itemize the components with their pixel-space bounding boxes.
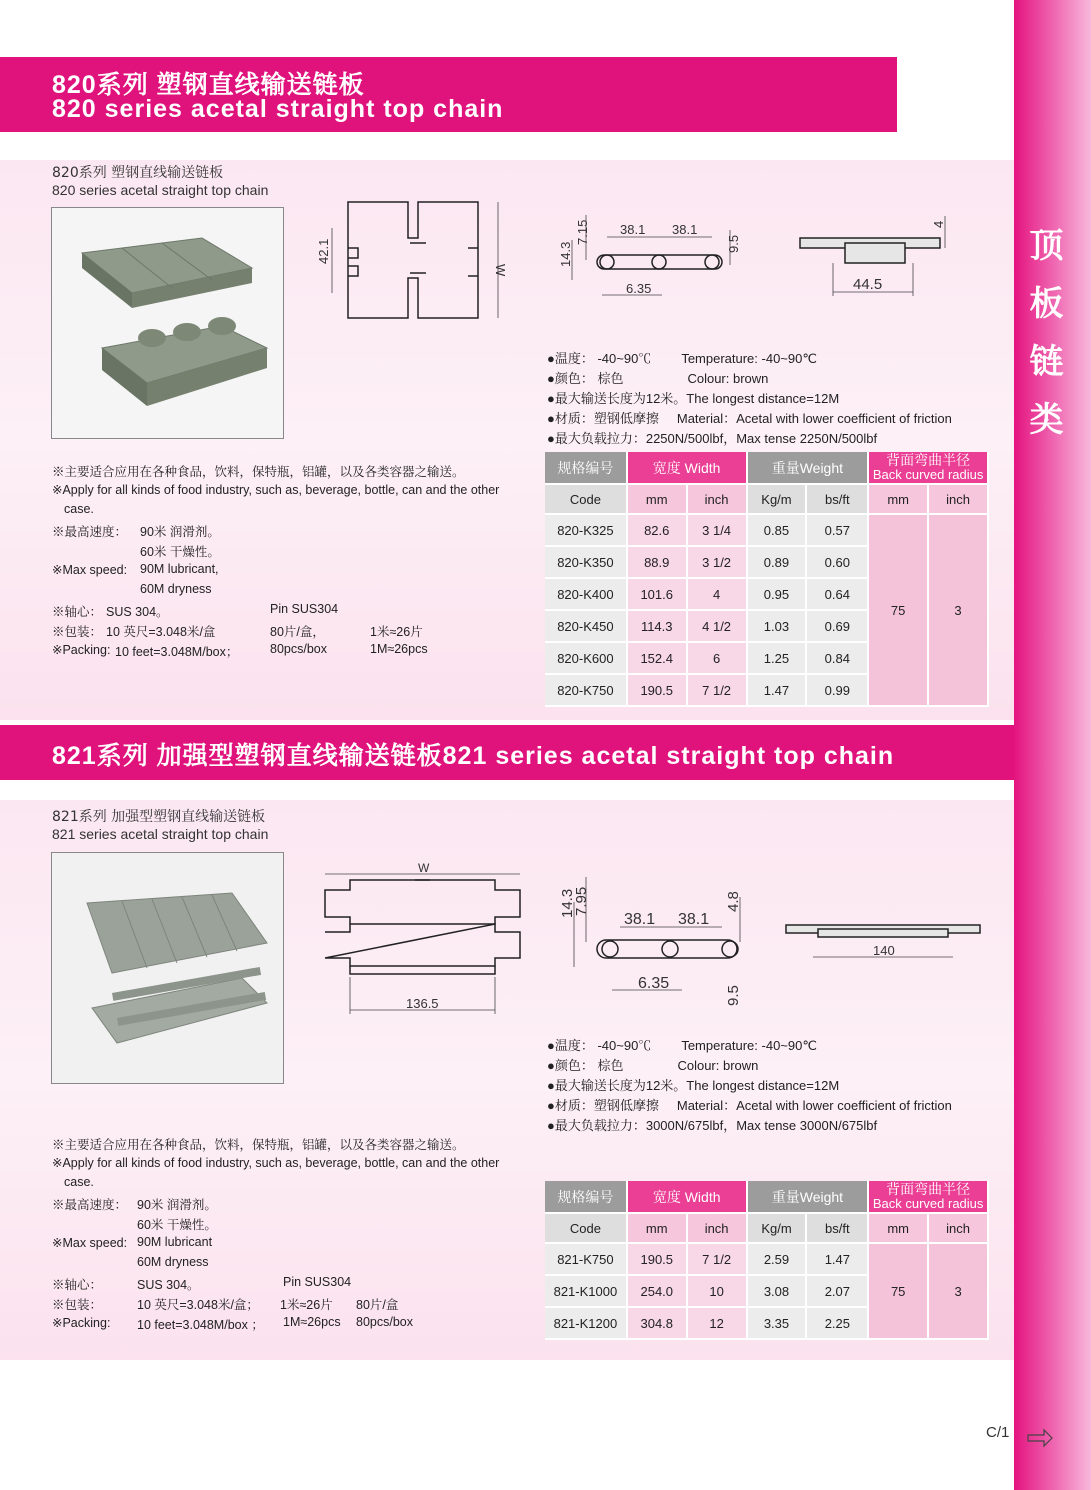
s820-axis-label: ※轴心： [52,605,103,619]
th-code: Code [545,1213,627,1243]
cell-kgm: 0.85 [747,514,807,546]
s820-packing-en-value: 10 feet=3.048M/box； [115,645,239,659]
s820-maxspeed-lubricant: 90M lubricant, [140,562,219,576]
cell-radius-mm: 75 [868,1243,928,1339]
chain-820-illustration [52,208,283,438]
s821-bullet-distance: ●最大输送长度为12米。The longest distance=12M [547,1078,840,1093]
th-radius-mm: mm [868,1213,928,1243]
cell-bsft: 0.57 [806,514,868,546]
cell-mm: 304.8 [627,1307,687,1339]
s820-speed-label: ※最高速度： [52,525,128,539]
s821-bullet-temp: ●温度： -40~90℃ Temperature: -40~90℃ [547,1038,817,1053]
cell-mm: 152.4 [627,642,687,674]
section-820-title-cn: 820系列 塑钢直线输送链板 [52,71,365,99]
th-radius-mm: mm [868,484,928,514]
cell-radius-mm: 75 [868,514,928,706]
section-821-subtitle-cn: 821系列 加强型塑钢直线输送链板 [52,809,266,825]
s821-pack-label: ※包装： [52,1298,103,1312]
section-821-banner [0,725,1014,780]
s820-maxspeed-dry: 60M dryness [140,582,212,596]
dim-820-pin-height: 7.15 [575,219,590,245]
table-row [545,514,988,546]
th-radius [868,1181,988,1213]
cell-kgm: 1.47 [747,674,807,706]
s821-note-usage-cn: ※主要适合应用在各种食品，饮料，保特瓶，铝罐，以及各类容器之输送。 [52,1138,465,1152]
cell-kgm: 1.25 [747,642,807,674]
cell-kgm: 0.95 [747,578,807,610]
s821-bullet-colour: ●颜色： 棕色 Colour: brown [547,1058,759,1073]
cell-inch: 4 1/2 [687,610,747,642]
s820-speed-dry: 60米 干燥性。 [140,545,220,559]
cell-radius-inch: 3 [928,1243,988,1339]
s820-bullet-temp: ●温度： -40~90℃ Temperature: -40~90℃ [547,351,817,366]
th-code: Code [545,484,627,514]
s821-axis-en: Pin SUS304 [283,1275,352,1289]
th-inch: inch [687,1213,747,1243]
dim-821-pin-dia: 6.35 [638,975,670,992]
section-820-end-view-drawing [795,208,955,298]
cell-bsft: 0.69 [806,610,868,642]
cell-mm: 101.6 [627,578,687,610]
cell-kgm: 3.35 [747,1307,807,1339]
dim-820-thickness: 9.5 [726,234,741,253]
s820-axis-value: SUS 304。 [106,605,169,619]
th-radius-en: Back curved radius [872,467,984,482]
s820-packing-en-per-meter: 1M≈26pcs [370,642,428,656]
s821-maxspeed-lubricant: 90M lubricant [137,1235,213,1249]
cell-inch: 12 [687,1307,747,1339]
dim-821-width-140: 140 [873,943,895,958]
dim-820-height: 14.3 [558,241,573,267]
cell-inch: 6 [687,642,747,674]
cell-code: 820-K450 [545,610,627,642]
dim-821-height: 14.3 [559,888,576,918]
cell-mm: 190.5 [627,1243,687,1275]
s820-pack-label: ※包装： [52,625,103,639]
cell-inch: 3 1/4 [687,514,747,546]
cell-kgm: 2.59 [747,1243,807,1275]
next-page-arrow-icon [1026,1427,1054,1449]
th-weight: 重量Weight [747,452,869,484]
cell-mm: 254.0 [627,1275,687,1307]
section-820-banner [0,57,897,132]
s820-bullet-colour: ●颜色： 棕色 Colour: brown [547,371,769,386]
cell-bsft: 0.64 [806,578,868,610]
cell-kgm: 0.89 [747,546,807,578]
cell-code: 820-K400 [545,578,627,610]
th-mm: mm [627,484,687,514]
cell-bsft: 2.25 [806,1307,868,1339]
s821-maxspeed-dry: 60M dryness [137,1255,209,1269]
section-820-title-en: 820 series acetal straight top chain [52,95,504,123]
cell-bsft: 0.99 [806,674,868,706]
s821-bullet-material: ●材质：塑钢低摩擦 Material：Acetal with lower coefficient of friction [547,1098,952,1113]
th-code-cn: 规格编号 [545,452,627,484]
cell-code: 820-K325 [545,514,627,546]
th-radius-en: Back curved radius [872,1196,984,1211]
s821-packing-en-label: ※Packing: [52,1316,111,1330]
s820-pack-pieces: 80片/盒， [270,625,325,639]
s820-speed-lubricant: 90米 润滑剂。 [140,525,220,539]
s821-packing-en-pieces: 80pcs/box [356,1315,413,1329]
th-width: 宽度 Width [627,1181,747,1213]
s821-axis-label: ※轴心： [52,1278,103,1292]
th-radius-cn: 背面弯曲半径 [886,1181,971,1197]
cell-bsft: 0.60 [806,546,868,578]
cell-inch: 7 1/2 [687,674,747,706]
s821-pack-per-meter: 1米≈26片 [280,1298,333,1312]
section-821-end-view-drawing [783,915,983,965]
s820-bullet-material: ●材质：塑钢低摩擦 Material：Acetal with lower coefficient of friction [547,411,952,426]
s821-packing-en-value: 10 feet=3.048M/box ； [137,1318,264,1332]
dim-820-pitch-2: 38.1 [672,222,698,237]
page-number: C/1 [986,1424,1010,1441]
cell-inch: 7 1/2 [687,1243,747,1275]
cell-mm: 82.6 [627,514,687,546]
dim-821-w-label: W [418,861,430,875]
s820-maxspeed-label: ※Max speed: [52,563,128,577]
th-radius-cn: 背面弯曲半径 [886,452,971,468]
section-821-title: 821系列 加强型塑钢直线输送链板821 series acetal straight top chain [52,742,895,770]
s821-pack-value: 10 英尺=3.048米/盒； [137,1298,259,1312]
cell-bsft: 2.07 [806,1275,868,1307]
dim-821-bottom: 9.5 [725,985,742,1006]
s820-spec-table [545,452,989,707]
dim-820-pin-dia: 6.35 [626,281,652,296]
s821-packing-en-per-meter: 1M≈26pcs [283,1315,341,1329]
th-radius-inch: inch [928,484,988,514]
th-width: 宽度 Width [627,452,747,484]
cell-code: 820-K350 [545,546,627,578]
dim-821-pitch-2: 38.1 [678,911,710,928]
th-radius-inch: inch [928,1213,988,1243]
s821-speed-dry: 60米 干燥性。 [137,1218,217,1232]
th-bsft: bs/ft [806,484,868,514]
s821-maxspeed-label: ※Max speed: [52,1236,128,1250]
s820-bullet-tension: ●最大负载拉力：2250N/500lbf，Max tense 2250N/500lbf [547,431,878,446]
cell-kgm: 1.03 [747,610,807,642]
dim-820-w-label: W [493,264,508,277]
s821-speed-lubricant: 90米 润滑剂。 [137,1198,217,1212]
dim-820-width-44: 44.5 [853,276,883,293]
th-mm: mm [627,1213,687,1243]
th-inch: inch [687,484,747,514]
cell-code: 820-K750 [545,674,627,706]
s820-pack-value: 10 英尺=3.048米/盒 [106,625,216,639]
s821-pack-pieces: 80片/盒 [356,1298,399,1312]
s821-spec-table [545,1181,989,1340]
side-char-4: 类 [1029,400,1064,440]
section-821-product-photo [51,852,284,1084]
th-kgm: Kg/m [747,1213,807,1243]
cell-code: 821-K1200 [545,1307,627,1339]
cell-mm: 190.5 [627,674,687,706]
chain-821-illustration [52,853,283,1083]
cell-code: 820-K600 [545,642,627,674]
section-820-subtitle-cn: 820系列 塑钢直线输送链板 [52,165,224,181]
th-weight: 重量Weight [747,1181,869,1213]
dim-821-thickness: 4.8 [725,891,742,912]
th-radius [868,452,988,484]
cell-bsft: 1.47 [806,1243,868,1275]
section-820-side-view-drawing [552,205,747,305]
dim-821-pin-height: 7.95 [573,886,590,916]
cell-radius-inch: 3 [928,514,988,706]
section-820-top-view-drawing [318,198,513,323]
s821-note-usage-en-2: case. [64,1175,94,1189]
s821-bullet-tension: ●最大负载拉力：3000N/675lbf，Max tense 3000N/675lbf [547,1118,878,1133]
s820-pack-per-meter: 1米≈26片 [370,625,423,639]
cell-code: 821-K1000 [545,1275,627,1307]
dim-821-width-136: 136.5 [406,996,439,1011]
th-kgm: Kg/m [747,484,807,514]
cell-inch: 3 1/2 [687,546,747,578]
cell-bsft: 0.84 [806,642,868,674]
th-code-cn: 规格编号 [545,1181,627,1213]
section-820-subtitle-en: 820 series acetal straight top chain [52,182,269,198]
cell-inch: 4 [687,578,747,610]
table-row [545,1243,988,1275]
s820-note-usage-cn: ※主要适合应用在各种食品，饮料，保特瓶，铝罐，以及各类容器之输送。 [52,465,465,479]
s820-packing-en-pieces: 80pcs/box [270,642,327,656]
s821-axis-value: SUS 304。 [137,1278,200,1292]
section-821-subtitle-en: 821 series acetal straight top chain [52,826,269,842]
section-821-side-view-drawing [552,872,747,1012]
cell-mm: 114.3 [627,610,687,642]
cell-kgm: 3.08 [747,1275,807,1307]
dim-821-pitch-1: 38.1 [624,911,656,928]
cell-mm: 88.9 [627,546,687,578]
dim-820-top-thickness: 4 [931,220,946,228]
side-char-1: 顶 [1029,226,1064,266]
s820-note-usage-en-2: case. [64,502,94,516]
cell-inch: 10 [687,1275,747,1307]
s821-speed-label: ※最高速度： [52,1198,128,1212]
side-char-2: 板 [1029,284,1064,324]
section-820-product-photo [51,207,284,439]
section-821-top-view-drawing [320,862,525,1017]
side-char-3: 链 [1029,342,1064,382]
s821-note-usage-en: ※Apply for all kinds of food industry, such as, beverage, bottle, can and the other [52,1156,500,1170]
s820-axis-en: Pin SUS304 [270,602,339,616]
s820-bullet-distance: ●最大输送长度为12米。The longest distance=12M [547,391,840,406]
dim-820-pitch-1: 38.1 [620,222,646,237]
th-bsft: bs/ft [806,1213,868,1243]
s820-packing-en-label: ※Packing: [52,643,111,657]
s820-note-usage-en: ※Apply for all kinds of food industry, such as, beverage, bottle, can and the other [52,483,500,497]
dim-820-width-label: 42.1 [316,238,331,264]
cell-code: 821-K750 [545,1243,627,1275]
